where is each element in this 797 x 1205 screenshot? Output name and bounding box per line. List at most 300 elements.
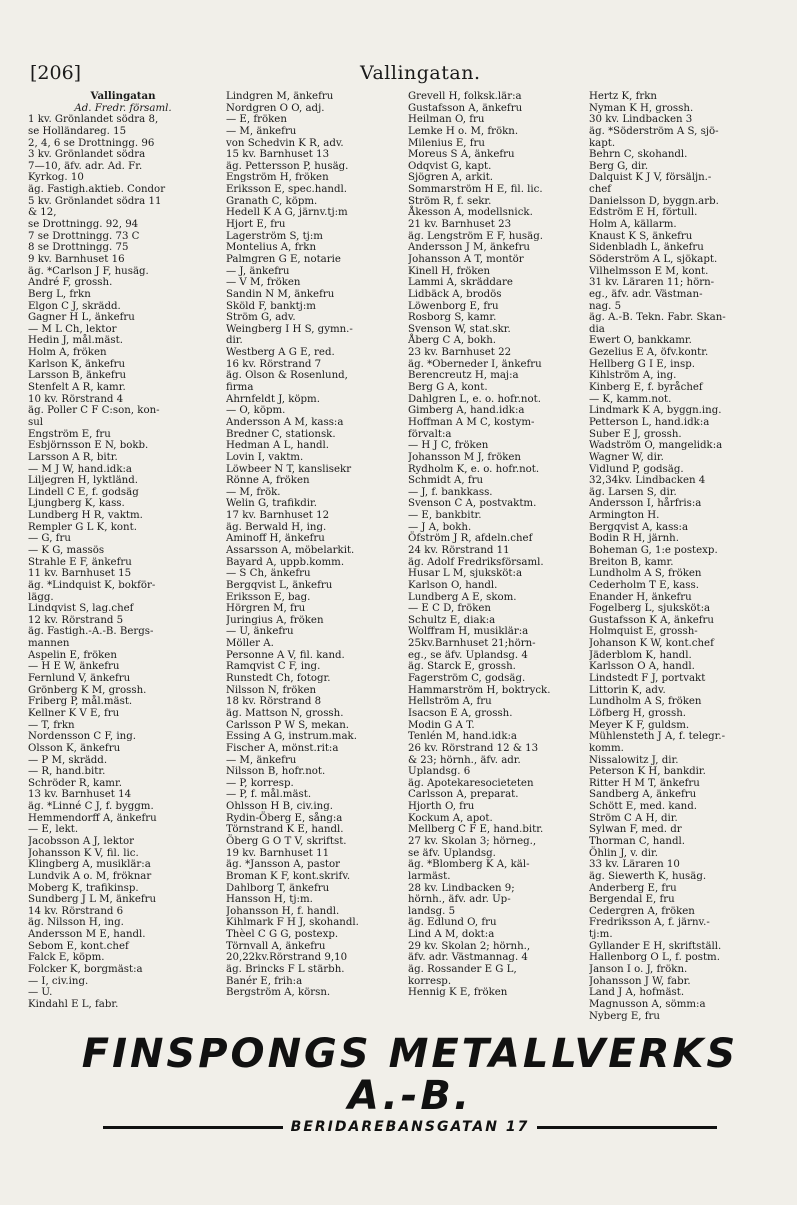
directory-line: Nordensson C F, ing. — [28, 731, 136, 743]
directory-line: Friberg P, mål.mäst. — [28, 696, 133, 708]
directory-line: Ewert O, bankkamr. — [589, 335, 692, 347]
directory-line: Nissalowitz J, dir. — [589, 754, 679, 766]
directory-line: Broman K F, kont.skrifv. — [226, 870, 351, 882]
directory-line: dia — [589, 323, 605, 335]
directory-line: Littorin K, adv. — [589, 684, 666, 696]
directory-line: kapt. — [589, 137, 616, 149]
ad-rule-right — [537, 1126, 717, 1129]
directory-line: 8 se Drottningg. 75 — [28, 242, 129, 254]
directory-line: Lagerström S, tj:m — [226, 230, 323, 242]
running-head: Vallingatan. — [360, 62, 481, 84]
directory-line: Nilsson N, fröken — [226, 684, 317, 696]
directory-line: landsg. 5 — [408, 905, 456, 917]
directory-line: Johanson K W, kont.chef — [589, 638, 714, 650]
directory-line: Ritter H M T, änkefru — [589, 777, 700, 789]
directory-line: Ström R, f. sekr. — [408, 195, 492, 207]
directory-line: Ström C A H, dir. — [589, 812, 678, 824]
directory-line: Berencreutz H, maj:a — [408, 370, 519, 382]
directory-line: Lundvik A o. M, fröknar — [28, 870, 152, 882]
directory-line: Bredner C, stationsk. — [226, 428, 336, 440]
directory-line: Hörgren M, fru — [226, 603, 306, 615]
directory-line: — M, änkefru — [226, 125, 297, 137]
directory-line: 21 kv. Barnhuset 23 — [408, 219, 512, 231]
directory-line: äfv. adr. Västmannag. 4 — [408, 952, 528, 964]
directory-line: Lind A M, dokt:a — [408, 929, 495, 941]
directory-line: äg. Adolf Fredriksförsaml. — [408, 556, 544, 568]
directory-line: — E, lekt. — [28, 824, 79, 836]
directory-line: Berg G A, kont. — [408, 382, 488, 394]
directory-line: Lidbäck A, brodös — [408, 288, 502, 300]
directory-line: korresp. — [408, 975, 452, 987]
directory-line: — M, änkefru — [226, 754, 297, 766]
directory-line: Hansson H, tj:m. — [226, 894, 313, 906]
directory-line: Vidlund P, godsäg. — [589, 463, 684, 475]
directory-line: hörnh., äfv. adr. Up- — [408, 894, 511, 906]
directory-line: äg. Apotekaresocieteten — [408, 777, 534, 789]
directory-line: Esbjörnsson E N, bokb. — [28, 440, 149, 452]
directory-line: eg., se äfv. Uplandsg. 4 — [408, 649, 528, 661]
ad-address-row — [60, 1119, 760, 1135]
directory-line: äg. Pettersson P, husäg. — [226, 160, 349, 172]
advertisement-banner — [60, 1031, 760, 1135]
directory-line: mannen — [28, 638, 70, 650]
directory-line: — E C D, fröken — [408, 603, 491, 615]
directory-line: äg. *Blomberg K A, käl- — [408, 859, 530, 871]
directory-line: von Schedvin K R, adv. — [226, 137, 344, 149]
directory-line: Lundholm A S, fröken — [589, 568, 702, 580]
directory-line: — J, änkefru — [226, 265, 290, 277]
directory-line: — P, f. mål.mäst. — [226, 789, 312, 801]
directory-line: Gimberg A, hand.idk:a — [408, 405, 525, 417]
directory-line: Palmgren G E, notarie — [226, 253, 341, 265]
directory-line: 13 kv. Barnhuset 14 — [28, 789, 132, 801]
directory-line: Hemmendorff A, änkefru — [28, 812, 157, 824]
directory-line: Andersson I, hårfris:a — [589, 498, 702, 510]
directory-line: Hellström A, fru — [408, 696, 492, 708]
directory-line: 15 kv. Barnhuset 13 — [226, 149, 330, 161]
directory-line: Gustafsson K A, änkefru — [589, 614, 714, 626]
directory-line: Assarsson A, möbelarkit. — [226, 544, 355, 556]
directory-line: äg. Poller C F C:son, kon- — [28, 405, 160, 417]
directory-line: Lindqvist S, lag.chef — [28, 603, 134, 615]
directory-line: äg. *Carlson J F, husäg. — [28, 265, 149, 277]
directory-line: 23 kv. Barnhuset 22 — [408, 347, 512, 359]
directory-line: 14 kv. Rörstrand 6 — [28, 905, 124, 917]
directory-line: Öberg G O T V, skriftst. — [226, 836, 347, 847]
directory-line: — U, änkefru — [226, 626, 294, 638]
directory-line: Larsson A R, bitr. — [28, 451, 118, 463]
directory-line: Eriksson E, spec.handl. — [226, 184, 347, 196]
directory-line: Grevell H, folksk.lär:a — [408, 91, 522, 102]
directory-line: Juringius A, fröken — [226, 614, 324, 626]
directory-line: Armington H. — [589, 510, 660, 522]
directory-line: Hedman A L, handl. — [226, 440, 330, 452]
directory-line: Bodin R H, järnh. — [589, 533, 679, 545]
directory-line: Cederholm T E, kass. — [589, 579, 699, 591]
directory-line: Andersson M E, handl. — [28, 929, 146, 941]
directory-line: — J, f. bankkass. — [408, 486, 493, 498]
column-2 — [226, 91, 400, 1022]
directory-line: — K, kamm.not. — [589, 393, 672, 405]
directory-line: — K G, massös — [28, 544, 105, 556]
directory-line: Schmidt A, fru — [408, 475, 484, 487]
ad-address: BERIDAREBANSGATAN 17 — [290, 1119, 530, 1135]
directory-line: dir. — [226, 335, 243, 347]
directory-line: Olsson K, änkefru — [28, 742, 121, 754]
directory-line: Liljegren H, lyktländ. — [28, 475, 138, 487]
directory-line: Uplandsg. 6 — [408, 766, 471, 778]
directory-line: — T, frkn — [28, 719, 75, 731]
directory-line: Kyrkog. 10 — [28, 172, 84, 184]
directory-line: Stenfelt A R, kamr. — [28, 382, 126, 394]
directory-line: Janson I o. J, frökn. — [589, 964, 688, 976]
directory-line: Sylwan F, med. dr — [589, 824, 682, 836]
directory-line: Engström E, fru — [28, 428, 111, 440]
directory-line: larmäst. — [408, 870, 451, 882]
directory-line: Gyllander E H, skriftställ. — [589, 940, 722, 952]
directory-line: lägg. — [28, 591, 54, 603]
directory-line: — E, bankbitr. — [408, 510, 482, 522]
directory-line: 27 kv. Skolan 3; hörneg., — [408, 836, 537, 847]
directory-line: Johansson H, f. handl. — [226, 905, 340, 917]
directory-line: eg., äfv. adr. Västman- — [589, 288, 703, 300]
directory-line: — H J C, fröken — [408, 440, 489, 452]
directory-line: Andersson A M, kass:a — [226, 416, 344, 428]
directory-line: Wagner W, dir. — [589, 451, 664, 463]
directory-line: 18 kv. Rörstrand 8 — [226, 696, 322, 708]
directory-line: Personne A V, fil. kand. — [226, 649, 345, 661]
directory-line: se Holländareg. 15 — [28, 125, 127, 137]
directory-line: 12 kv. Rörstrand 5 — [28, 614, 124, 626]
directory-line: 11 kv. Barnhuset 15 — [28, 568, 132, 580]
directory-line: Löwenborg E, fru — [408, 300, 499, 312]
directory-line: chef — [589, 184, 612, 196]
directory-line: 29 kv. Skolan 2; hörnh., — [408, 940, 531, 952]
directory-line: Schröder R, kamr. — [28, 777, 122, 789]
directory-line: Schött E, med. kand. — [589, 801, 697, 813]
directory-line: André F, grossh. — [28, 277, 113, 289]
directory-line: Fredriksson A, f. järnv.- — [589, 917, 710, 929]
directory-line: Fernlund V, änkefru — [28, 673, 131, 685]
directory-line: Aspelin E, fröken — [28, 649, 117, 661]
directory-line: Nilsson B, hofr.not. — [226, 766, 326, 778]
directory-line: Lammi A, skräddare — [408, 277, 513, 289]
directory-line: Husar L M, sjuksköt:a — [408, 568, 523, 580]
directory-line: Dahlgren L, e. o. hofr.not. — [408, 393, 541, 405]
directory-line: Elgon C J, skrädd. — [28, 300, 121, 312]
directory-line: 19 kv. Barnhuset 11 — [226, 847, 330, 859]
directory-line: Moberg K, trafikinsp. — [28, 882, 139, 894]
directory-line: äg. *Lindquist K, bokför- — [28, 579, 156, 591]
directory-line: Meyer K F, guldsm. — [589, 719, 690, 731]
directory-line: Fogelberg L, sjuksköt:a — [589, 603, 711, 615]
directory-line: Granath C, köpm. — [226, 195, 318, 207]
directory-line: Dahlborg T, änkefru — [226, 882, 330, 894]
directory-line: äg. Fastigh.-A.-B. Bergs- — [28, 626, 154, 638]
directory-line: Johansson J W, fabr. — [589, 975, 691, 987]
directory-line: äg. Nilsson H, ing. — [28, 917, 124, 929]
directory-line: Rydin-Öberg E, sång:a — [226, 812, 343, 824]
directory-line: — V M, fröken — [226, 277, 301, 289]
directory-line: Holm A, källarm. — [589, 219, 677, 231]
directory-line: Bergström A, körsn. — [226, 987, 331, 999]
directory-columns — [28, 91, 786, 1022]
directory-line: Enander H, änkefru — [589, 591, 692, 603]
directory-line: äg. *Jansson A, pastor — [226, 859, 341, 871]
directory-line: äg. *Oberneder I, änkefru — [408, 358, 542, 370]
directory-line: Eriksson E, bag. — [226, 591, 311, 603]
directory-line: Lemke H o. M, frökn. — [408, 125, 519, 137]
directory-line: Milenius E, fru — [408, 137, 485, 149]
directory-line: Petterson L, hand.idk:a — [589, 416, 710, 428]
directory-line: Sundberg J L M, änkefru — [28, 894, 157, 906]
directory-line: Lundholm A S, fröken — [589, 696, 702, 708]
directory-line: Kihlström A, ing. — [589, 370, 677, 382]
directory-line: Hoffman A M C, kostym- — [408, 416, 535, 428]
directory-line: 16 kv. Rörstrand 7 — [226, 358, 322, 370]
directory-line: Rydholm K, e. o. hofr.not. — [408, 463, 540, 475]
directory-line: 33 kv. Läraren 10 — [589, 859, 680, 871]
directory-line: äg. Starck E, grossh. — [408, 661, 516, 673]
directory-line: nag. 5 — [589, 300, 622, 312]
directory-line: Knaust K S, änkefru — [589, 230, 693, 242]
directory-line: Ramqvist C F, ing. — [226, 661, 321, 673]
directory-line: förvalt:a — [408, 428, 452, 440]
directory-line: 30 kv. Lindbacken 3 — [589, 114, 693, 126]
directory-line: firma — [226, 382, 254, 394]
directory-line: Åkesson A, modellsnick. — [408, 207, 533, 219]
directory-line: Johansson A T, montör — [408, 253, 524, 265]
directory-line: Andersson J M, änkefru — [408, 242, 530, 254]
directory-line: Törnvall A, änkefru — [226, 940, 326, 952]
directory-line: Suber E J, grossh. — [589, 428, 682, 440]
directory-line: Kinell H, fröken — [408, 265, 491, 277]
directory-line: 3 kv. Grönlandet södra — [28, 149, 146, 161]
directory-line: — M J W, hand.idk:a — [28, 463, 132, 475]
directory-line: Banér E, frih:a — [226, 975, 303, 987]
directory-line: Törnstrand K E, handl. — [226, 824, 344, 836]
directory-line: Bergqvist L, änkefru — [226, 579, 333, 591]
directory-line: se äfv. Uplandsg. — [408, 847, 496, 859]
directory-line: äg. Fastigh.aktieb. Condor — [28, 184, 166, 196]
directory-line: Hedin J, mål.mäst. — [28, 335, 123, 347]
directory-line: Nordgren O O, adj. — [226, 102, 325, 114]
directory-line: Carlsson P W S, mekan. — [226, 719, 350, 731]
directory-line: Thorman C, handl. — [589, 836, 686, 847]
directory-line: Hertz K, frkn — [589, 91, 657, 102]
directory-line: Land J A, hofmäst. — [589, 987, 685, 999]
directory-line: Hennig K E, fröken — [408, 987, 508, 999]
directory-line: — M L Ch, lektor — [28, 323, 117, 335]
directory-line: — H E W, änkefru — [28, 661, 120, 673]
directory-line: Rosborg S, kamr. — [408, 312, 497, 324]
directory-line: Sandberg A, änkefru — [589, 789, 697, 801]
directory-line: Sommarström H E, fil. lic. — [408, 184, 543, 196]
directory-line: Carlsson A, preparat. — [408, 789, 519, 801]
directory-line: Isacson E A, grossh. — [408, 707, 513, 719]
directory-line: Åberg C A, bokh. — [408, 335, 497, 347]
directory-line: Vallingatan — [90, 91, 156, 102]
directory-line: Lundberg A E, skom. — [408, 591, 517, 603]
directory-line: Kellner K V E, fru — [28, 707, 120, 719]
directory-line: Ström G, adv. — [226, 312, 296, 324]
directory-line: Karlsson O A, handl. — [589, 661, 695, 673]
directory-line: äg. Lengström E F, husäg. — [408, 230, 543, 242]
directory-line: Bergendal E, fru — [589, 894, 675, 906]
directory-line: — P M, skrädd. — [28, 754, 108, 766]
directory-line: Ljungberg K, kass. — [28, 498, 125, 510]
directory-line: Peterson K H, bankdir. — [589, 766, 706, 778]
directory-line: Sidenbladh L, änkefru — [589, 242, 704, 254]
directory-line: Löfberg H, grossh. — [589, 707, 686, 719]
directory-line: Folcker K, borgmäst:a — [28, 964, 143, 976]
directory-line: Montelius A, frkn — [226, 242, 317, 254]
directory-line: Ad. Fredr. församl. — [74, 102, 172, 114]
directory-line: Gustafsson A, änkefru — [408, 102, 523, 114]
directory-line: Karlson O, handl. — [408, 579, 498, 591]
directory-line: 20,22kv.Rörstrand 9,10 — [226, 952, 348, 964]
directory-line: Aminoff H, änkefru — [226, 533, 325, 545]
directory-line: Kockum A, apot. — [408, 812, 493, 824]
directory-line: Bayard A, uppb.komm. — [226, 556, 345, 568]
directory-line: Hallenborg O L, f. postm. — [589, 952, 720, 964]
directory-line: Berg G, dir. — [589, 160, 649, 172]
directory-line: — R, hand.bitr. — [28, 766, 106, 778]
directory-line: Hammarström H, boktryck. — [408, 684, 551, 696]
directory-line: 1 kv. Grönlandet södra 8, — [28, 114, 159, 126]
directory-line: Wadström O, mangelidk:a — [589, 440, 723, 452]
directory-line: äg. A.-B. Tekn. Fabr. Skan- — [589, 312, 726, 324]
directory-line: Strahle E F, änkefru — [28, 556, 132, 568]
directory-line: sul — [28, 416, 44, 428]
directory-line: Sebom E, kont.chef — [28, 940, 129, 952]
directory-line: Löwbeer N T, kanslisekr — [226, 463, 352, 475]
directory-line: Odqvist G, kapt. — [408, 160, 492, 172]
directory-line: Söderström A L, sjökapt. — [589, 253, 718, 265]
directory-line: Grönberg K M, grossh. — [28, 684, 147, 696]
directory-line: Lindstedt F J, portvakt — [589, 673, 706, 685]
directory-line: Wolffram H, musiklär:a — [408, 626, 529, 638]
directory-line: Sjögren A, arkit. — [408, 172, 494, 184]
directory-line: Svenson C A, postvaktm. — [408, 498, 537, 510]
directory-line: Westberg A G E, red. — [226, 347, 335, 359]
directory-line: — M, frök. — [226, 486, 281, 498]
directory-line: Holm A, fröken — [28, 347, 107, 359]
directory-line: 25kv.Barnhuset 21;hörn- — [408, 638, 536, 650]
directory-line: Sköld F, banktj:m — [226, 300, 316, 312]
directory-line: Vilhelmsson E M, kont. — [589, 265, 709, 277]
directory-line: Anderberg E, fru — [589, 882, 677, 894]
directory-line: Holmquist E, grossh- — [589, 626, 698, 638]
directory-line: äg. Larsen S, dir. — [589, 486, 677, 498]
directory-line: Edström E H, förtull. — [589, 207, 698, 219]
directory-line: Lindell C E, f. godsäg — [28, 486, 139, 498]
directory-line: Ahrnfeldt J, köpm. — [226, 393, 320, 405]
page-number: [206] — [30, 62, 82, 84]
directory-line: Jacobsson A J, lektor — [28, 836, 135, 847]
directory-line: Hedell K A G, järnv.tj:m — [226, 207, 348, 219]
directory-line: — I, civ.ing. — [28, 975, 89, 987]
directory-line: 31 kv. Läraren 11; hörn- — [589, 277, 715, 289]
directory-line: Nyberg E, fru — [589, 1010, 660, 1022]
directory-line: Öhlin J, v. dir. — [589, 847, 658, 859]
directory-line: Lindgren M, änkefru — [226, 91, 334, 102]
directory-line: Berg L, frkn — [28, 288, 91, 300]
directory-line: Cedergren A, fröken — [589, 905, 695, 917]
directory-line: Schultz E, diak:a — [408, 614, 496, 626]
directory-line: komm. — [589, 742, 624, 754]
directory-line: 17 kv. Barnhuset 12 — [226, 510, 330, 522]
directory-line: Hjorth O, fru — [408, 801, 475, 813]
ad-company-name: FINSPONGS METALLVERKS A.-B. — [81, 1031, 739, 1119]
directory-line: äg. Edlund O, fru — [408, 917, 497, 929]
directory-line: Boheman G, 1:e postexp. — [589, 544, 718, 556]
directory-line: Behrn C, skohandl. — [589, 149, 688, 161]
directory-line: & 23; hörnh., äfv. adr. — [408, 754, 521, 766]
directory-line: — S Ch, änkefru — [226, 568, 311, 580]
directory-line: Johansson K V, fil. lic. — [28, 847, 139, 859]
directory-line: 7 se Drottningg. 73 C — [28, 230, 140, 242]
directory-line: Rönne A, fröken — [226, 475, 310, 487]
directory-line: 26 kv. Rörstrand 12 & 13 — [408, 742, 539, 754]
directory-line: Dalquist K J V, försäljn.- — [589, 172, 712, 184]
directory-line: Klingberg A, musiklär:a — [28, 859, 151, 871]
directory-line: Essing A G, instrum.mak. — [226, 731, 357, 743]
directory-line: — O, köpm. — [226, 405, 286, 417]
directory-line: 5 kv. Grönlandet södra 11 — [28, 195, 162, 207]
directory-line: & 12, — [28, 207, 57, 219]
directory-line: Magnusson A, sömm:a — [589, 998, 706, 1010]
directory-line: Möller A. — [226, 638, 274, 650]
directory-line: Nyman K H, grossh. — [589, 102, 694, 114]
directory-line: — J A, bokh. — [408, 521, 472, 533]
directory-line: 7—10, äfv. adr. Ad. Fr. — [28, 160, 143, 172]
directory-line: Kindahl E L, fabr. — [28, 998, 119, 1010]
directory-line: Tenlén M, hand.idk:a — [408, 731, 518, 743]
directory-line: Larsson B, änkefru — [28, 370, 127, 382]
directory-line: tj:m. — [589, 929, 613, 941]
directory-line: Hellberg G I E, insp. — [589, 358, 695, 370]
directory-line: äg. Siewerth K, husäg. — [589, 870, 707, 882]
directory-line: Sandin N M, änkefru — [226, 288, 335, 300]
directory-line: Danielsson D, byggn.arb. — [589, 195, 719, 207]
directory-line: Ohlsson H B, civ.ing. — [226, 801, 333, 813]
directory-line: Svenson W, stat.skr. — [408, 323, 511, 335]
directory-line: Karlson K, änkefru — [28, 358, 126, 370]
directory-line: äg. Mattson N, grossh. — [226, 707, 344, 719]
directory-line: Heilman O, fru — [408, 114, 485, 126]
directory-line: — P, korresp. — [226, 777, 294, 789]
directory-line: äg. Brincks F L stärbh. — [226, 964, 345, 976]
directory-line: Johansson M J, fröken — [408, 451, 521, 463]
page-header — [30, 62, 770, 92]
directory-line: äg. Olson & Rosenlund, — [226, 370, 348, 382]
directory-line: 9 kv. Barnhuset 16 — [28, 253, 125, 265]
directory-line: Mühlensteth J A, f. telegr.- — [589, 731, 726, 743]
directory-line: Mellberg C F E, hand.bitr. — [408, 824, 544, 836]
directory-line: Öfström J R, afdeln.chef — [408, 533, 533, 545]
directory-line: Fagerström C, godsäg. — [408, 673, 526, 685]
directory-line: äg. *Söderström A S, sjö- — [589, 125, 719, 137]
directory-line: — U. — [28, 987, 53, 999]
directory-line: 28 kv. Lindbacken 9; — [408, 882, 515, 894]
directory-line: se Drottningg. 92, 94 — [28, 219, 139, 231]
directory-line: Kinberg E, f. byråchef — [589, 382, 703, 394]
column-1 — [28, 91, 218, 1022]
ad-rule-left — [103, 1126, 283, 1129]
directory-line: Falck E, köpm. — [28, 952, 105, 964]
directory-line: — E, fröken — [226, 114, 287, 126]
